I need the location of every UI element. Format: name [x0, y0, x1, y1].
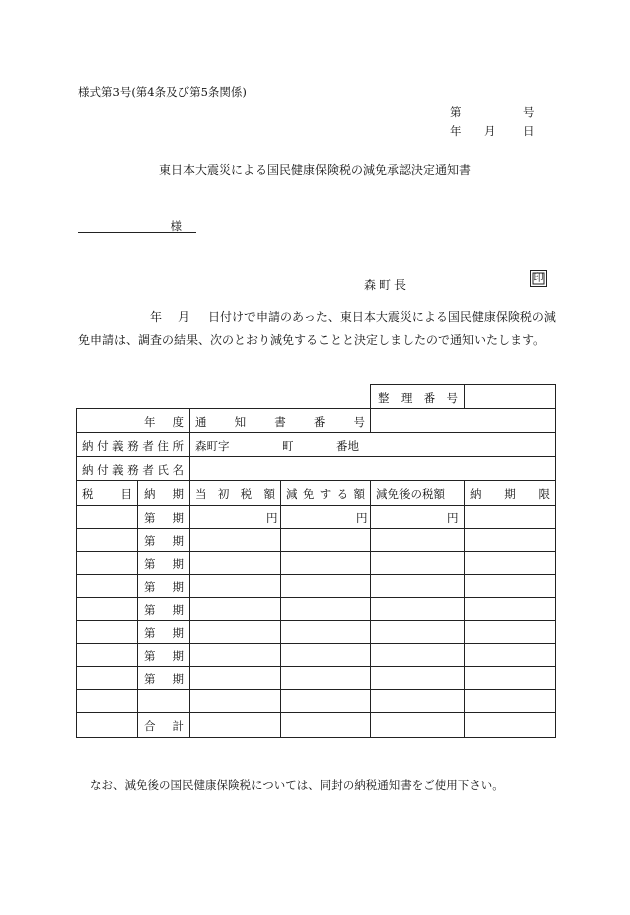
footer-note: なお、減免後の国民健康保険税については、同封の納税通知書をご使用下さい。: [90, 778, 504, 792]
addressee-suffix: 様: [170, 219, 182, 233]
period-label-6: [144, 625, 184, 641]
header-noki: 納 期: [144, 487, 184, 501]
genmen-go-yen: 円: [447, 511, 459, 525]
seiri-bango-label: 整 理 番 号: [378, 391, 458, 405]
doc-number-dai: 第: [450, 105, 462, 119]
period-ki: 期: [172, 649, 184, 663]
header-tosho-zeigaku: 当 初 税 額: [195, 487, 275, 501]
period-label-7: [144, 648, 184, 664]
addressee-line: [78, 218, 196, 233]
body-line1-text: 日付けで申請のあった、東日本大震災による国民健康保険税の減: [208, 310, 556, 324]
period-label-4: [144, 579, 184, 595]
period-label-5: [144, 602, 184, 618]
period-label-8: [144, 671, 184, 687]
period-label-2: [144, 533, 184, 549]
period-ki: 期: [172, 511, 184, 525]
doc-date-year: 年: [450, 124, 462, 138]
period-dai: 第: [144, 626, 156, 640]
form-number-label: 様式第3号(第4条及び第5条関係): [78, 85, 247, 99]
period-label-3: [144, 556, 184, 572]
nendo-label: 年 度: [144, 415, 184, 429]
total-label: 合 計: [144, 719, 184, 733]
shimei-label: 納 付 義 務 者 氏 名: [82, 463, 184, 477]
period-dai: 第: [144, 649, 156, 663]
doc-date-day: 日: [523, 124, 535, 138]
body-date-month: 月: [178, 310, 191, 324]
reduction-table: [76, 384, 556, 738]
jusho-prefix: 森町字: [195, 439, 230, 453]
header-nokigen: 納 期 限: [470, 487, 550, 501]
period-ki: 期: [172, 534, 184, 548]
body-date-year: 年: [150, 310, 163, 324]
document-title: 東日本大震災による国民健康保険税の減免承認決定通知書: [158, 163, 471, 177]
jusho-cho: 町: [282, 439, 294, 453]
doc-date-month: 月: [484, 124, 496, 138]
period-ki: 期: [172, 672, 184, 686]
period-dai: 第: [144, 511, 156, 525]
seal-mark: 印: [530, 270, 547, 287]
period-label-1: [144, 510, 184, 526]
period-ki: 期: [172, 580, 184, 594]
period-dai: 第: [144, 603, 156, 617]
jusho-label: 納 付 義 務 者 住 所: [82, 439, 184, 453]
issuer-name: 森町長: [364, 278, 410, 292]
body-line-2: 免申請は、調査の結果、次のとおり減免することと決定しましたので通知いたします。: [78, 333, 546, 347]
header-zeimoku: 税 目: [82, 487, 132, 501]
period-ki: 期: [172, 626, 184, 640]
jusho-banchi: 番地: [336, 439, 359, 453]
header-genmen-suru-gaku: 減 免 す る 額: [286, 487, 365, 501]
tosho-yen: 円: [266, 511, 278, 525]
period-dai: 第: [144, 580, 156, 594]
header-genmen-go-zeigaku: 減免後の税額: [376, 487, 445, 501]
period-ki: 期: [172, 557, 184, 571]
genmen-yen: 円: [356, 511, 368, 525]
period-ki: 期: [172, 603, 184, 617]
period-dai: 第: [144, 534, 156, 548]
period-dai: 第: [144, 557, 156, 571]
doc-number-go: 号: [523, 105, 535, 119]
tsuchisho-bango-label: 通 知 書 番 号: [195, 415, 365, 429]
period-dai: 第: [144, 672, 156, 686]
